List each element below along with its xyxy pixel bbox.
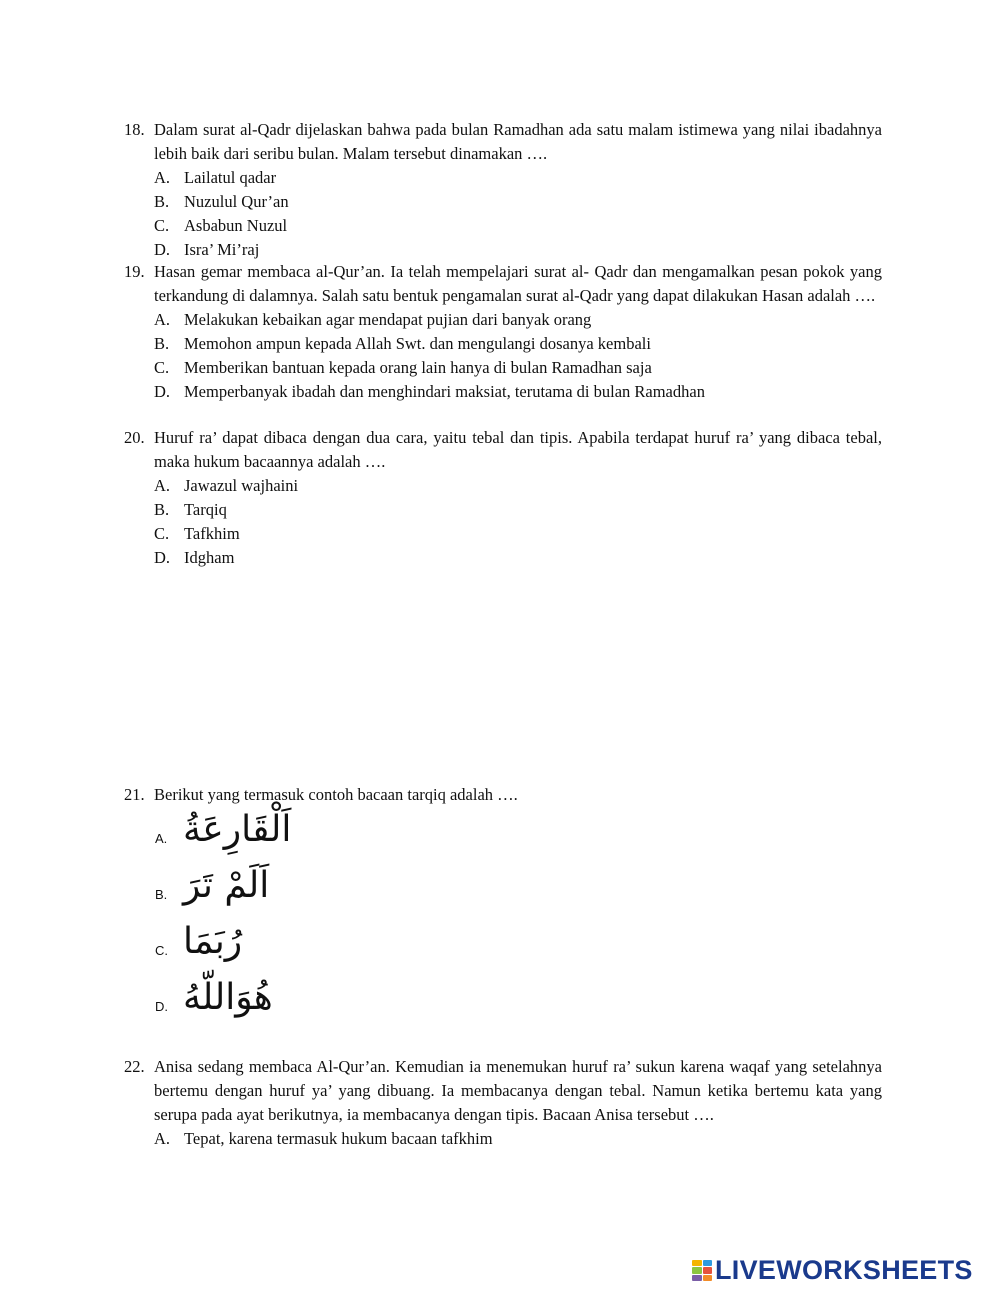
option-text: Tepat, karena termasuk hukum bacaan tafkhim — [184, 1129, 493, 1148]
option-a[interactable] — [154, 1127, 882, 1151]
logo-block — [703, 1267, 713, 1274]
logo-block — [703, 1275, 713, 1282]
option-d[interactable] — [155, 976, 273, 1020]
options-list — [154, 166, 882, 262]
options-list — [154, 474, 882, 570]
option-text: Tarqiq — [184, 500, 227, 519]
option-letter: B. — [155, 887, 168, 902]
option-letter: D. — [154, 382, 171, 401]
liveworksheets-logo[interactable] — [692, 1255, 973, 1286]
arabic-text: اَلْقَارِعَةُ — [183, 809, 292, 850]
option-a[interactable] — [155, 808, 291, 852]
option-d[interactable] — [154, 546, 882, 570]
question-19 — [124, 260, 882, 404]
option-letter: A. — [154, 310, 171, 329]
option-text: Asbabun Nuzul — [184, 216, 288, 235]
question-number: 20. — [124, 428, 145, 447]
question-number: 21. — [124, 785, 145, 804]
option-letter: C. — [154, 524, 170, 543]
question-text: Berikut yang termasuk contoh bacaan tarqiq adalah …. — [154, 785, 518, 804]
option-text: Idgham — [184, 548, 235, 567]
option-b[interactable] — [154, 498, 882, 522]
option-a[interactable] — [154, 166, 882, 190]
option-letter: D. — [154, 548, 171, 567]
options-list — [154, 308, 882, 404]
option-d[interactable] — [154, 380, 882, 404]
logo-block — [692, 1267, 702, 1274]
question-number: 18. — [124, 120, 145, 139]
question-number: 19. — [124, 262, 145, 281]
option-b[interactable] — [155, 864, 269, 908]
question-number: 22. — [124, 1057, 145, 1076]
option-letter: D. — [155, 999, 168, 1014]
question-22 — [124, 1055, 882, 1151]
option-text: Memohon ampun kepada Allah Swt. dan mengulangi dosanya kembali — [184, 334, 651, 353]
logo-text: LIVEWORKSHEETS — [715, 1255, 973, 1285]
option-letter: A. — [154, 476, 171, 495]
option-text: Nuzulul Qur’an — [184, 192, 289, 211]
option-letter: A. — [154, 168, 171, 187]
question-21 — [124, 783, 882, 807]
arabic-text: هُوَاللّهُ — [183, 977, 273, 1018]
option-a[interactable] — [154, 474, 882, 498]
question-18 — [124, 118, 882, 262]
option-letter: C. — [155, 943, 168, 958]
option-letter: A. — [154, 1129, 171, 1148]
option-c[interactable] — [154, 522, 882, 546]
option-text: Memperbanyak ibadah dan menghindari maksiat, terutama di bulan Ramadhan — [184, 382, 705, 401]
question-text: Dalam surat al-Qadr dijelaskan bahwa pada bulan Ramadhan ada satu malam istimewa yang nilai ibadahnya lebih baik dari seribu bulan. Malam tersebut dinamakan …. — [154, 120, 882, 163]
arabic-text: اَلَمْ تَرَ — [183, 865, 270, 906]
option-text: Melakukan kebaikan agar mendapat pujian dari banyak orang — [184, 310, 592, 329]
option-letter: A. — [155, 831, 168, 846]
option-text: Memberikan bantuan kepada orang lain hanya di bulan Ramadhan saja — [184, 358, 652, 377]
logo-block — [703, 1260, 713, 1267]
option-b[interactable] — [154, 332, 882, 356]
option-b[interactable] — [154, 190, 882, 214]
arabic-text: رُبَمَا — [183, 921, 243, 962]
option-text: Tafkhim — [184, 524, 240, 543]
option-text: Lailatul qadar — [184, 168, 277, 187]
options-list — [154, 1127, 882, 1151]
question-text: Hasan gemar membaca al-Qur’an. Ia telah mempelajari surat al- Qadr dan mengamalkan pesan pokok yang terkandung di dalamnya. Salah satu bentuk pengamalan surat al-Qadr yang dapat dilakukan Hasan adalah …. — [154, 262, 882, 305]
option-d[interactable] — [154, 238, 882, 262]
logo-block — [692, 1275, 702, 1282]
option-text: Jawazul wajhaini — [184, 476, 299, 495]
option-letter: B. — [154, 500, 170, 519]
option-c[interactable] — [154, 356, 882, 380]
question-20 — [124, 426, 882, 570]
logo-block — [692, 1260, 702, 1267]
option-letter: B. — [154, 192, 170, 211]
option-c[interactable] — [155, 920, 242, 964]
option-letter: C. — [154, 216, 170, 235]
option-letter: B. — [154, 334, 170, 353]
option-text: Isra’ Mi’raj — [184, 240, 260, 259]
option-letter: D. — [154, 240, 171, 259]
option-letter: C. — [154, 358, 170, 377]
option-a[interactable] — [154, 308, 882, 332]
liveworksheets-grid-icon — [692, 1260, 712, 1282]
question-text: Anisa sedang membaca Al-Qur’an. Kemudian ia menemukan huruf ra’ sukun karena waqaf yang setelahnya bertemu dengan huruf ya’ yang dibuang. Ia membacanya dengan tebal. Namun ketika bertemu kata yang serupa pada ayat berikutnya, ia membacanya dengan tipis. Bacaan Anisa tersebut …. — [154, 1057, 882, 1124]
option-c[interactable] — [154, 214, 882, 238]
question-text: Huruf ra’ dapat dibaca dengan dua cara, yaitu tebal dan tipis. Apabila terdapat huruf ra’ yang dibaca tebal, maka hukum bacaannya adalah …. — [154, 428, 882, 471]
